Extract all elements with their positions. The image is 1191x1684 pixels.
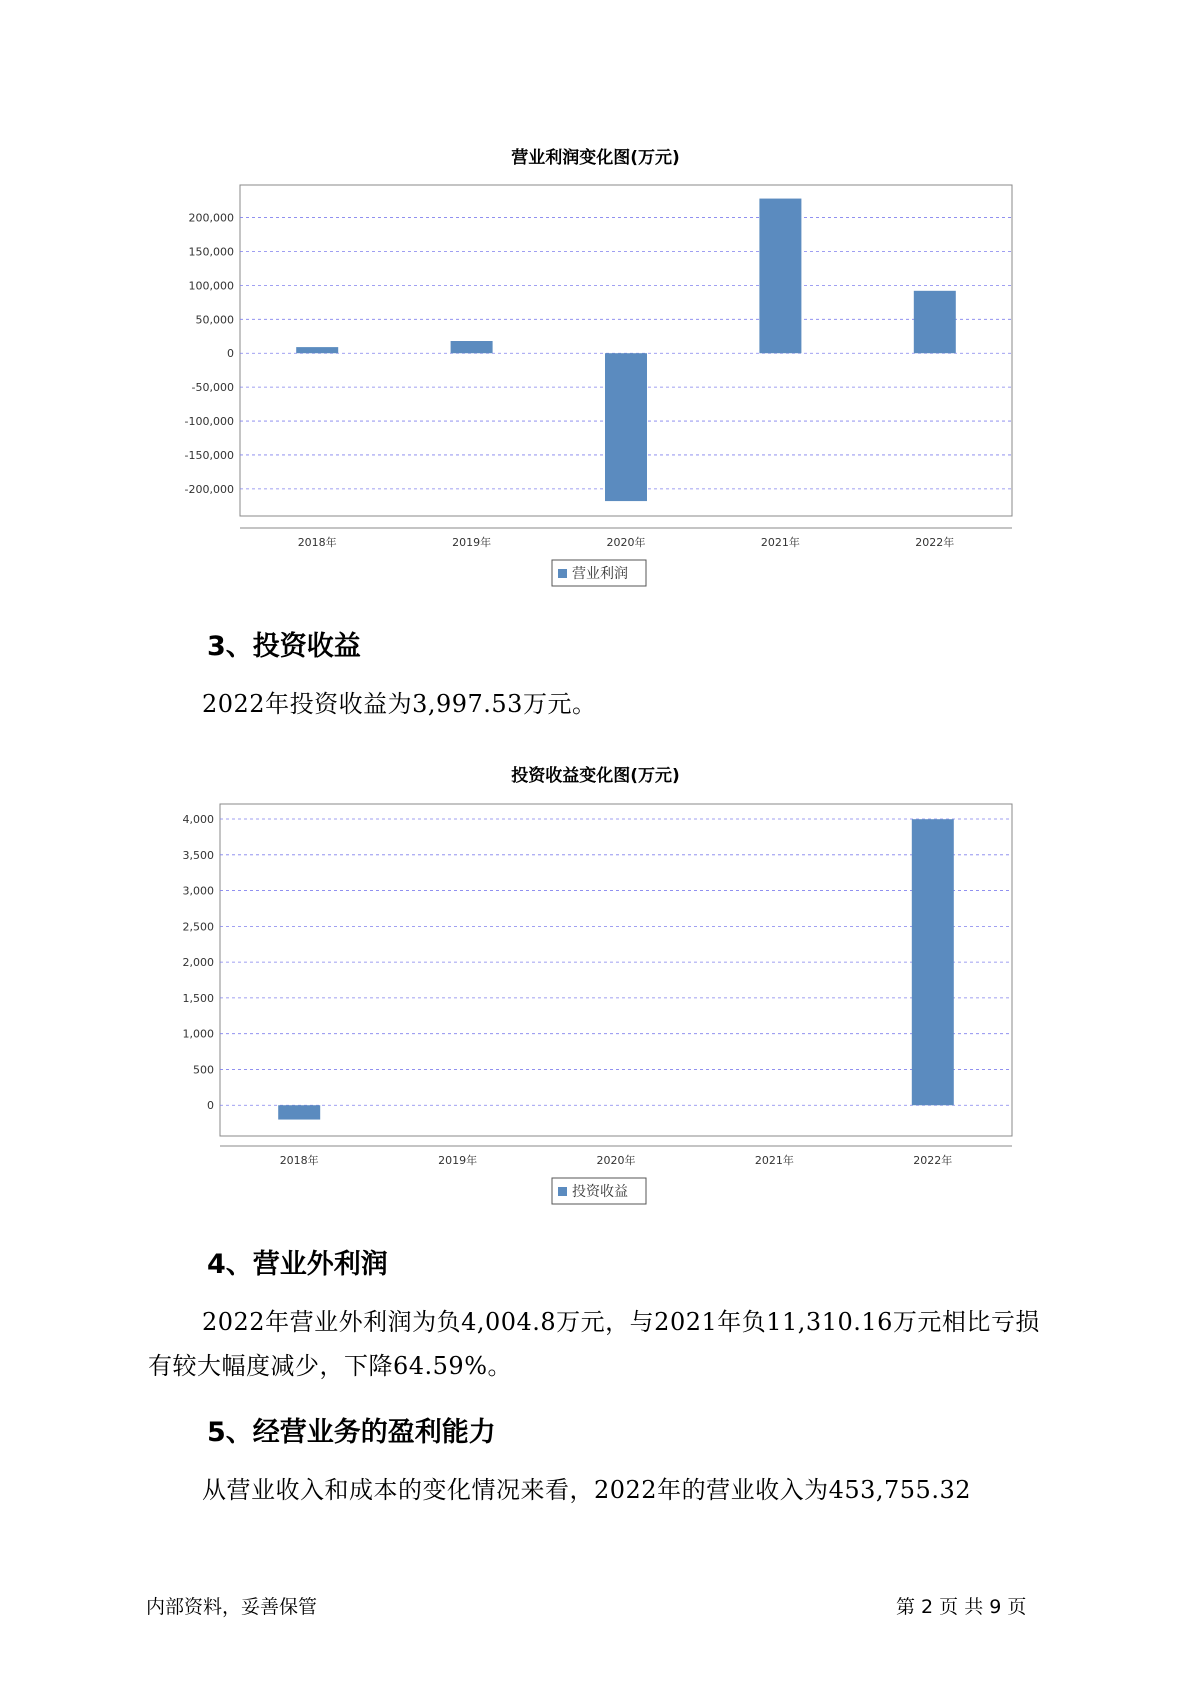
heading-profitability: 5、经营业务的盈利能力 — [207, 1417, 496, 1448]
chart2-legend-label: 投资收益 — [572, 1184, 628, 1200]
chart2-y-tick-label: 0 — [207, 1099, 214, 1113]
para-non-operating-profit — [148, 1300, 1048, 1388]
chart2-y-tick-label: 1,500 — [182, 991, 214, 1005]
investment-income-chart — [0, 790, 1191, 1210]
chart1-y-tick-label: -50,000 — [191, 381, 234, 395]
chart1-y-tick-label: 100,000 — [188, 279, 234, 293]
chart1-bar-4 — [759, 199, 801, 354]
footer-left: 内部资料，妥善保管 — [146, 1596, 318, 1618]
chart1-legend — [552, 560, 646, 586]
chart2-y-tick-label: 500 — [193, 1063, 214, 1077]
chart2-x-tick-label: 2022年 — [913, 1154, 953, 1167]
chart2-y-tick-label: 2,500 — [182, 920, 214, 934]
chart2-legend-swatch — [558, 1187, 567, 1196]
footer-page-number: 第 2 页 共 9 页 — [896, 1596, 1027, 1618]
para-investment-income-text: 2022年投资收益为3,997.53万元。 — [202, 690, 597, 718]
chart1-y-tick-label: 200,000 — [188, 211, 234, 225]
chart2-plot-area — [220, 804, 1012, 1136]
chart1-x-tick-label: 2021年 — [760, 536, 800, 549]
chart1-y-tick-label: 150,000 — [188, 245, 234, 259]
heading-non-operating-profit: 4、营业外利润 — [207, 1249, 388, 1280]
chart1-legend-label: 营业利润 — [572, 566, 628, 582]
chart2-y-tick-label: 3,000 — [182, 884, 214, 898]
chart1-bar-1 — [296, 347, 338, 353]
para-non-operating-profit-text: 2022年营业外利润为负4,004.8万元，与2021年负11,310.16万元相比亏损有较大幅度减少，下降64.59%。 — [148, 1308, 1040, 1380]
chart2-y-tick-label: 1,000 — [182, 1027, 214, 1041]
chart1-legend-swatch — [558, 569, 567, 578]
chart1-x-tick-label: 2020年 — [606, 536, 646, 549]
chart-1-title: 营业利润变化图(万元) — [511, 148, 680, 168]
chart1-x-tick-label: 2018年 — [297, 536, 337, 549]
chart2-x-tick-label: 2018年 — [279, 1154, 319, 1167]
para-profitability — [148, 1468, 1048, 1512]
chart2-x-tick-label: 2020年 — [596, 1154, 636, 1167]
chart1-bar-5 — [914, 291, 956, 353]
chart1-y-tick-label: -100,000 — [184, 415, 234, 429]
chart2-y-tick-label: 3,500 — [182, 848, 214, 862]
chart2-x-tick-label: 2019年 — [438, 1154, 478, 1167]
chart2-y-tick-label: 4,000 — [182, 813, 214, 827]
chart1-bar-2 — [451, 341, 493, 353]
chart1-x-tick-label: 2019年 — [452, 536, 492, 549]
heading-investment-income: 3、投资收益 — [207, 631, 361, 662]
chart1-y-tick-label: -150,000 — [184, 448, 234, 462]
chart1-x-tick-label: 2022年 — [915, 536, 955, 549]
chart1-y-tick-label: 0 — [227, 347, 234, 361]
para-investment-income — [148, 682, 1048, 726]
chart1-bar-3 — [605, 353, 647, 501]
chart2-legend — [552, 1178, 646, 1204]
chart2-x-tick-label: 2021年 — [754, 1154, 794, 1167]
chart1-y-tick-label: 50,000 — [195, 313, 234, 327]
para-profitability-text: 从营业收入和成本的变化情况来看，2022年的营业收入为453,755.32 — [202, 1476, 971, 1504]
chart-2-title: 投资收益变化图(万元) — [511, 766, 680, 786]
chart2-bar-5 — [912, 819, 954, 1105]
chart2-y-tick-label: 2,000 — [182, 956, 214, 970]
chart2-bar-1 — [278, 1105, 320, 1119]
operating-profit-chart — [0, 170, 1191, 590]
chart1-y-tick-label: -200,000 — [184, 482, 234, 496]
